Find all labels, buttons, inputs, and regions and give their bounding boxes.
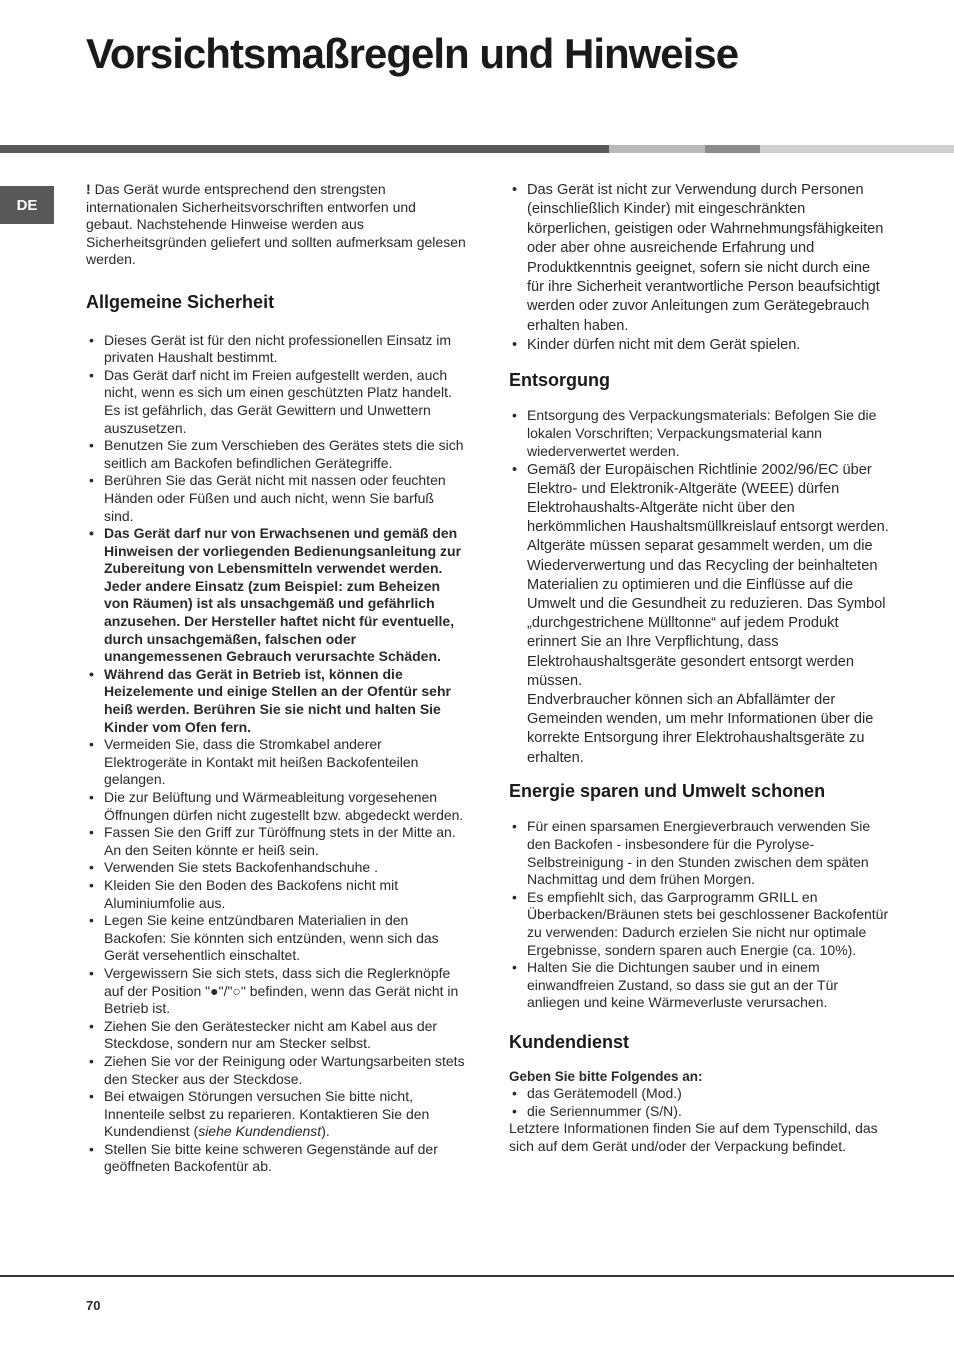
list-item-text: Bei etwaigen Störungen versuchen Sie bitte nicht, Innenteile selbst zu reparieren. Kontaktieren Sie den Kundendienst ( xyxy=(104,1088,430,1140)
entsorgung-list xyxy=(509,407,889,691)
energie-list xyxy=(509,818,889,1012)
kundendienst-note: Letztere Informationen finden Sie auf dem Typenschild, das sich auf dem Gerät und/oder der Verpackung befindet. xyxy=(509,1120,878,1154)
language-tab: DE xyxy=(0,186,54,224)
entsorgung-continuation: Endverbraucher können sich an Abfallämter der Gemeinden wenden, um mehr Informationen über die korrekte Entsorgung ihrer Elektrohaushaltsgeräte zu erhalten. xyxy=(527,692,874,766)
page-number: 70 xyxy=(86,1298,101,1313)
list-item: • Verwenden Sie stets Backofenhandschuhe . xyxy=(86,859,466,877)
kundendienst-reference: siehe Kundendienst xyxy=(198,1123,322,1140)
header-rule-segment-dark xyxy=(0,145,609,153)
safety-list-continued xyxy=(509,181,889,356)
section-heading-entsorgung: Entsorgung xyxy=(509,369,610,390)
list-item: • Das Gerät ist nicht zur Verwendung durch Personen (einschließlich Kinder) mit eingeschränkten körperlichen, geistigen oder Wahrnehmungsfähigkeiten oder aber ohne ausreichende Erfahrung und Produktkenntnis geeignet, sofern sie nicht durch eine für ihre Sicherheit verantwortliche Person beaufsichtigt werden oder zuvor Anleitungen zum Gerätegebrauch erhalten haben. xyxy=(509,181,889,336)
list-item: • Ziehen Sie den Gerätestecker nicht am Kabel aus der Steckdose, sondern nur am Stecker selbst. xyxy=(86,1018,466,1053)
warning-mark: ! xyxy=(86,181,91,197)
list-item xyxy=(86,1088,466,1141)
list-item: • Benutzen Sie zum Verschieben des Gerätes stets die sich seitlich am Backofen befindlichen Gerätegriffe. xyxy=(86,437,466,472)
list-item: • Kinder dürfen nicht mit dem Gerät spielen. xyxy=(509,336,889,355)
left-column xyxy=(86,181,466,1176)
list-item: • Die zur Belüftung und Wärmeableitung vorgesehenen Öffnungen dürfen nicht zugestellt bzw. abgedeckt werden. xyxy=(86,789,466,824)
list-item: • die Seriennummer (S/N). xyxy=(509,1103,889,1121)
list-item-bold: • Während das Gerät in Betrieb ist, können die Heizelemente und einige Stellen an der Ofentür sehr heiß werden. Berühren Sie sie nicht und halten Sie Kinder vom Ofen fern. xyxy=(86,666,466,736)
intro-paragraph xyxy=(86,181,466,269)
list-item-bold: • Das Gerät darf nur von Erwachsenen und gemäß den Hinweisen der vorliegenden Bedienungsanleitung zur Zubereitung von Lebensmitteln verwendet werden. Jeder andere Einsatz (zum Beispiel: zum Beheizen von Räumen) ist als unsachgemäß und gefährlich anzusehen. Der Hersteller haftet nicht für eventuelle, durch unsachgemäßen, falschen oder unangemessenen Gebrauch verursachte Schäden. xyxy=(86,525,466,666)
list-item: • Gemäß der Europäischen Richtlinie 2002/96/EC über Elektro- und Elektronik-Altgeräte (WEEE) dürfen Elektrohaushalts-Altgeräte nicht über den herkömmlichen Haushaltsmüllkreislauf entsorgt werden. Altgeräte müssen separat gesammelt werden, um die Wiederverwertung und das Recycling der beinhalteten Materialien zu optimieren und die Einflüsse auf die Umwelt und die Gesundheit zu reduzieren. Das Symbol „durchgestrichene Mülltonne“ auf jedem Produkt erinnert Sie an Ihre Verpflichtung, dass Elektrohaushaltsgeräte gesondert entsorgt werden müssen. xyxy=(509,461,889,691)
kundendienst-subheading: Geben Sie bitte Folgendes an: xyxy=(509,1068,703,1084)
header-rule-segment-mid xyxy=(705,145,760,153)
intro-text: Das Gerät wurde entsprechend den strengsten internationalen Sicherheitsvorschriften entworfen und gebaut. Nachstehende Hinweise werden aus Sicherheitsgründen geliefert und sollten aufmerksam gelesen werden. xyxy=(86,181,466,268)
page-title: Vorsichtsmaßregeln und Hinweise xyxy=(86,30,739,77)
list-item: • Fassen Sie den Griff zur Türöffnung stets in der Mitte an. An den Seiten könnte er heiß sein. xyxy=(86,824,466,859)
list-item: • Ziehen Sie vor der Reinigung oder Wartungsarbeiten stets den Stecker aus der Steckdose. xyxy=(86,1053,466,1088)
list-item: • das Gerätemodell (Mod.) xyxy=(509,1085,889,1103)
list-item: • Vermeiden Sie, dass die Stromkabel anderer Elektrogeräte in Kontakt mit heißen Backofenteilen gelangen. xyxy=(86,736,466,789)
list-item: • Stellen Sie bitte keine schweren Gegenstände auf der geöffneten Backofentür ab. xyxy=(86,1141,466,1176)
section-heading-kundendienst: Kundendienst xyxy=(509,1032,629,1053)
section-heading-allgemeine: Allgemeine Sicherheit xyxy=(86,291,275,312)
list-item: • Vergewissern Sie sich stets, dass sich die Reglerknöpfe auf der Position "●"/"○" befinden, wenn das Gerät nicht in Betrieb ist. xyxy=(86,965,466,1018)
right-column xyxy=(509,181,889,1156)
section-heading-energie: Energie sparen und Umwelt schonen xyxy=(509,780,826,801)
list-item: • Berühren Sie das Gerät nicht mit nassen oder feuchten Händen oder Füßen und auch nicht, wenn Sie barfuß sind. xyxy=(86,472,466,525)
footer-rule xyxy=(0,1275,954,1277)
list-item: • Dieses Gerät ist für den nicht professionellen Einsatz im privaten Haushalt bestimmt. xyxy=(86,332,466,367)
list-item: • Für einen sparsamen Energieverbrauch verwenden Sie den Backofen - insbesondere für die Pyrolyse-Selbstreinigung - in den Stunden zwischen dem späten Nachmittag und dem frühen Morgen. xyxy=(509,818,889,888)
list-item: • Entsorgung des Verpackungsmaterials: Befolgen Sie die lokalen Vorschriften; Verpackungsmaterial kann wiederverwertet werden. xyxy=(509,407,889,460)
list-item-tail: ). xyxy=(321,1123,330,1140)
list-item: • Kleiden Sie den Boden des Backofens nicht mit Aluminiumfolie aus. xyxy=(86,877,466,912)
list-item: • Legen Sie keine entzündbaren Materialien in den Backofen: Sie könnten sich entzünden, wenn sich das Gerät versehentlich einschaltet. xyxy=(86,912,466,965)
header-rule-segment-light xyxy=(609,145,705,153)
header-rule-segment-pale xyxy=(760,145,954,153)
list-item: • Es empfiehlt sich, das Garprogramm GRILL en Überbacken/Bräunen stets bei geschlossener Backofentür zu verwenden: Dadurch erzielen Sie nicht nur optimale Ergebnisse, sondern sparen auch Energie (ca. 10%). xyxy=(509,889,889,959)
kundendienst-list xyxy=(509,1085,889,1120)
list-item: • Das Gerät darf nicht im Freien aufgestellt werden, auch nicht, wenn es sich um einen geschützten Platz handelt. Es ist gefährlich, das Gerät Gewittern und Unwettern auszusetzen. xyxy=(86,367,466,437)
allgemeine-list xyxy=(86,332,466,1177)
list-item: • Halten Sie die Dichtungen sauber und in einem einwandfreien Zustand, so dass sie gut an der Tür anliegen und keine Wärmeverluste verursachen. xyxy=(509,959,889,1012)
